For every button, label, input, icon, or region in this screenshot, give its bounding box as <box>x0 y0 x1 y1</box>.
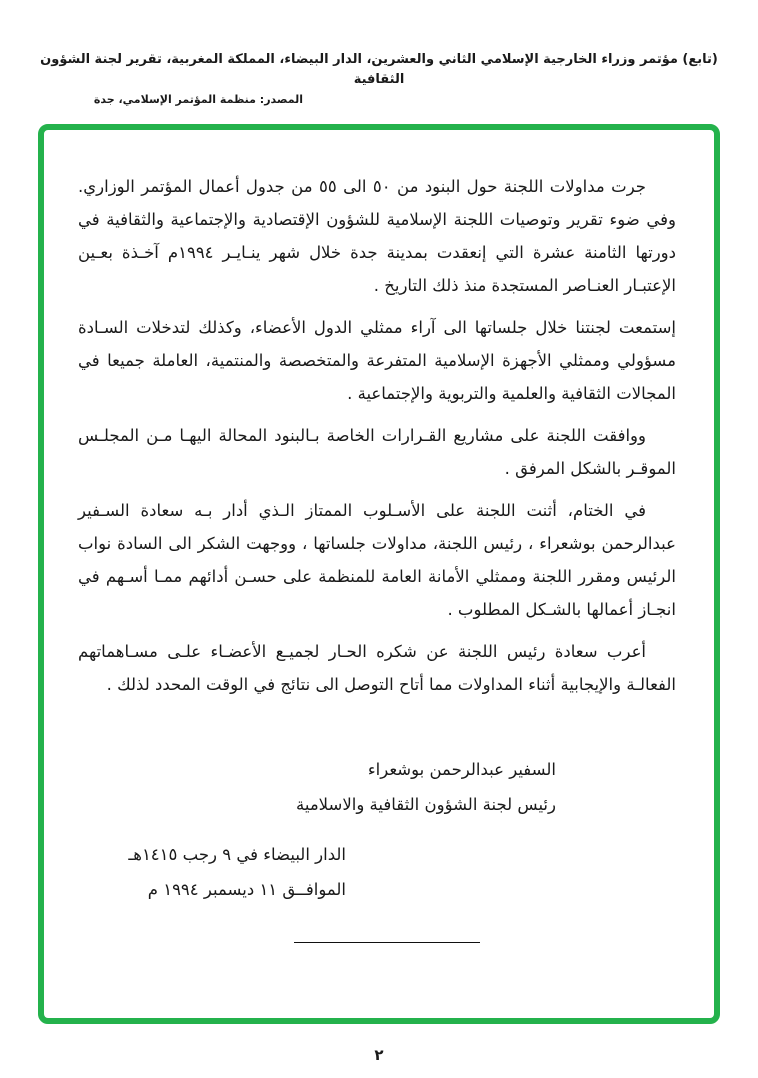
date-hijri: الدار البيضاء في ٩ رجب ١٤١٥هـ <box>128 845 346 865</box>
date-block <box>78 838 346 907</box>
signature-rule <box>294 942 480 943</box>
signature-block <box>78 753 556 822</box>
paragraph-closing-thanks: في الختام، أثنت اللجنة على الأسـلوب الممتاز الـذي أدار بـه سعادة السـفير عبدالرحمن بوشعراء ، رئيس اللجنة، مداولات جلساتها ، ووجهت الشكر الى السادة نواب الرئيس ومقرر اللجنة وممثلي الأمانة العامة للمنظمة على حسـن أدائهم ممـا أسـهم في انجـاز أعمالها بالشـكل المطلوب . <box>78 501 676 619</box>
header-source: المصدر: منظمة المؤتمر الإسلامي، جدة <box>93 93 303 106</box>
signature-name: السفير عبدالرحمن بوشعراء <box>367 760 556 779</box>
page-number: ٢ <box>374 1046 384 1064</box>
paragraph-deliberations: جرت مداولات اللجنة حول البنود من ٥٠ الى ٥٥ من جدول أعمال المؤتمر الوزاري. وفي ضوء تقرير وتوصيات اللجنة الإسلامية للشؤون الإقتصادية والإجتماعية والثقافية في دورتها الثامنة عشرة التي إنعقدت بمدينة جدة خلال شهر ينـايـر ١٩٩٤م آخـذة بعـين الإعتبـار العنـاصر المستجدة منذ ذلك التاريخ . <box>78 177 676 295</box>
document-content <box>44 130 714 943</box>
paragraph-chairman-thanks: أعرب سعادة رئيس اللجنة عن شكره الحـار لجميـع الأعضـاء علـى مسـاهماتهم الفعالـة والإيجابية أثناء المداولات مما أتاح التوصل الى نتائج في الوقت المحدد لذلك . <box>78 642 676 694</box>
paragraph-hearings: إستمعت لجنتنا خلال جلساتها الى آراء ممثلي الدول الأعضاء، وكذلك لتدخلات السـادة مسؤولي وممثلي الأجهزة الإسلامية المتفرعة والمتخصصة والمنتمية، العاملة جميعا في المجالات الثقافية والعلمية والتربوية والإجتماعية . <box>78 318 676 403</box>
signature-title: رئيس لجنة الشؤون الثقافية والاسلامية <box>296 794 556 814</box>
date-gregorian: الموافــق ١١ ديسمبر ١٩٩٤ م <box>147 879 346 899</box>
header-title: (تابع) مؤتمر وزراء الخارجية الإسلامي الثاني والعشرين، الدار البيضاء، المملكة المغربية، تقرير لجنة الشؤون الثقافية <box>40 52 718 87</box>
document-header <box>0 0 758 106</box>
document-frame <box>38 124 720 1024</box>
paragraph-resolutions: ووافقت اللجنة على مشاريع القـرارات الخاصة بـالبنود المحالة اليهـا مـن المجلـس الموقـر بالشكل المرفق . <box>78 426 676 478</box>
